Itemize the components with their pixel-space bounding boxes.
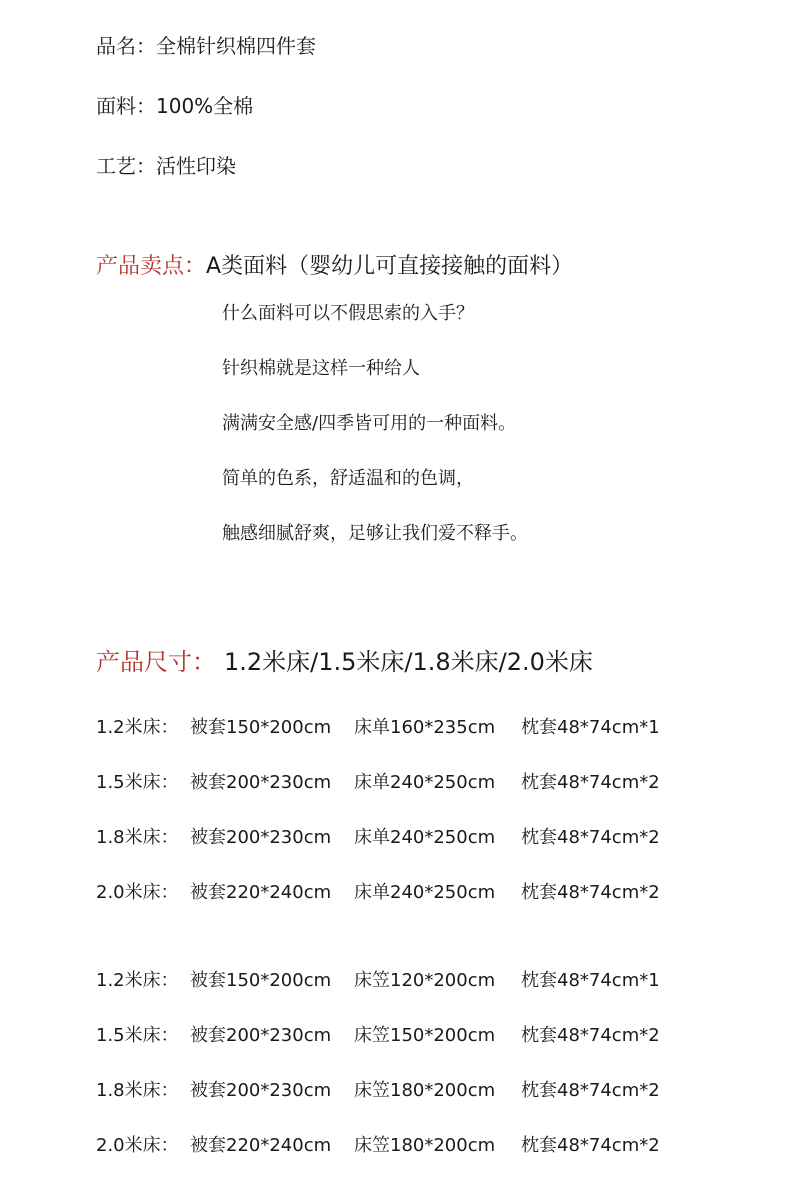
size-row — [96, 1078, 660, 1104]
selling-point-line: 满满安全感/四季皆可用的一种面料。 — [222, 413, 517, 434]
bed-size: 1.8米床： — [96, 827, 179, 848]
pillowcase-size: 枕套48*74cm*1 — [521, 717, 660, 738]
pillowcase-size: 枕套48*74cm*1 — [521, 970, 660, 991]
bed-size: 2.0米床： — [96, 882, 179, 903]
spec-process — [96, 152, 236, 180]
pillowcase-size: 枕套48*74cm*2 — [521, 827, 660, 848]
fitted-sheet-size: 床笠180*200cm — [354, 1080, 496, 1101]
duvet-cover-size: 被套220*240cm — [190, 1135, 332, 1156]
fitted-sheet-size: 床笠150*200cm — [354, 1025, 496, 1046]
size-row — [96, 1133, 660, 1159]
bed-size: 2.0米床： — [96, 1135, 179, 1156]
spec-fabric — [96, 92, 253, 120]
sheet-size: 床单240*250cm — [354, 827, 496, 848]
size-row — [96, 968, 660, 994]
pillowcase-size: 枕套48*74cm*2 — [521, 882, 660, 903]
pillowcase-size: 枕套48*74cm*2 — [521, 1025, 660, 1046]
duvet-cover-size: 被套200*230cm — [190, 772, 332, 793]
selling-point-line: 触感细腻舒爽，足够让我们爱不释手。 — [222, 523, 528, 544]
selling-point-line: 什么面料可以不假思索的入手？ — [222, 303, 474, 324]
size-row — [96, 770, 660, 796]
pillowcase-size: 枕套48*74cm*2 — [521, 1135, 660, 1156]
duvet-cover-size: 被套150*200cm — [190, 717, 332, 738]
sheet-size: 床单240*250cm — [354, 882, 496, 903]
size-row — [96, 825, 660, 851]
sheet-size: 床单240*250cm — [354, 772, 496, 793]
size-row — [96, 715, 660, 741]
selling-points-headline: A类面料（婴幼儿可直接接触的面料） — [206, 254, 574, 279]
duvet-cover-size: 被套200*230cm — [190, 1025, 332, 1046]
sheet-size: 床单160*235cm — [354, 717, 496, 738]
size-header — [96, 646, 593, 678]
spec-product-name — [96, 32, 316, 60]
size-summary: 1.2米床/1.5米床/1.8米床/2.0米床 — [224, 648, 593, 676]
size-row — [96, 880, 660, 906]
fitted-sheet-size: 床笠120*200cm — [354, 970, 496, 991]
spec-value: 全棉针织棉四件套 — [156, 34, 316, 58]
duvet-cover-size: 被套220*240cm — [190, 882, 332, 903]
pillowcase-size: 枕套48*74cm*2 — [521, 772, 660, 793]
spec-label: 品名： — [96, 34, 156, 58]
size-row — [96, 1023, 660, 1049]
bed-size: 1.8米床： — [96, 1080, 179, 1101]
bed-size: 1.2米床： — [96, 717, 179, 738]
duvet-cover-size: 被套200*230cm — [190, 1080, 332, 1101]
fitted-sheet-size: 床笠180*200cm — [354, 1135, 496, 1156]
selling-points-header — [96, 252, 573, 282]
spec-value: 100%全棉 — [156, 94, 254, 118]
size-label: 产品尺寸： — [96, 648, 216, 676]
spec-label: 面料： — [96, 94, 156, 118]
selling-points-label: 产品卖点： — [96, 254, 207, 279]
bed-size: 1.5米床： — [96, 772, 179, 793]
bed-size: 1.5米床： — [96, 1025, 179, 1046]
duvet-cover-size: 被套150*200cm — [190, 970, 332, 991]
selling-point-line: 针织棉就是这样一种给人 — [222, 358, 420, 379]
selling-point-line: 简单的色系，舒适温和的色调， — [222, 468, 474, 489]
pillowcase-size: 枕套48*74cm*2 — [521, 1080, 660, 1101]
bed-size: 1.2米床： — [96, 970, 179, 991]
spec-label: 工艺： — [96, 154, 156, 178]
spec-value: 活性印染 — [156, 154, 236, 178]
duvet-cover-size: 被套200*230cm — [190, 827, 332, 848]
